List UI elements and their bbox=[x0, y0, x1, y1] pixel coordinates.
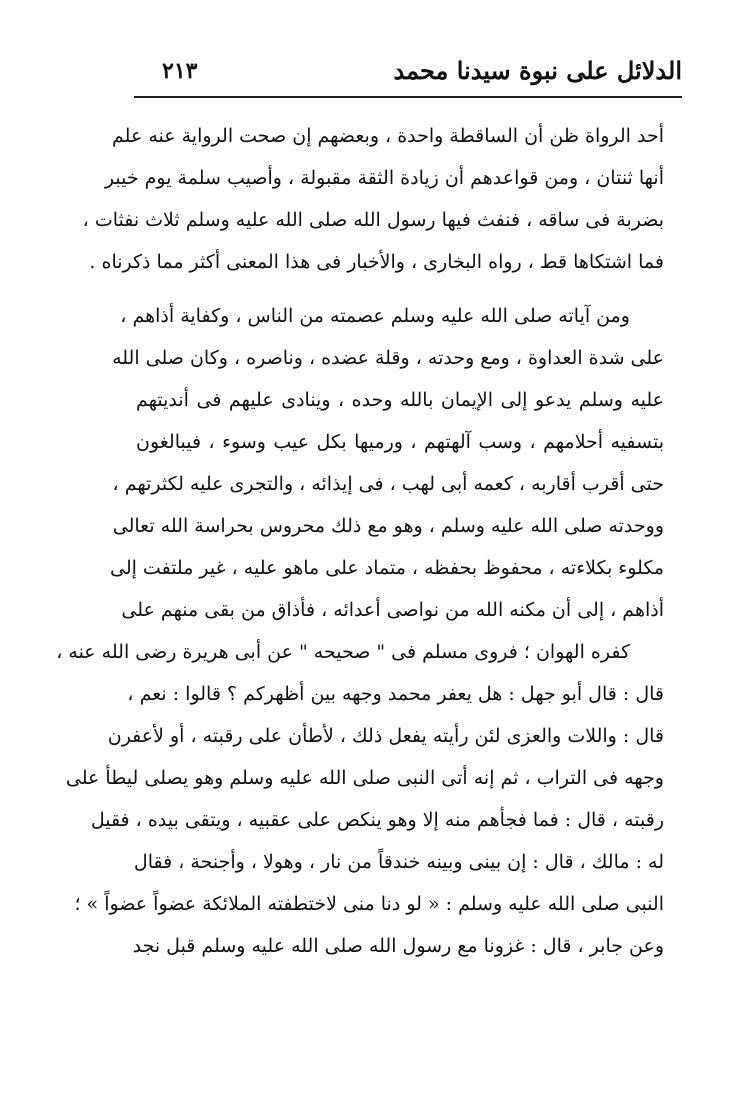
text-line: وعن جابر ، قال : غزونا مع رسول الله صلى الله عليه وسلم قبل نجد bbox=[132, 935, 664, 957]
text-line: ووحدته صلى الله عليه وسلم ، وهو مع ذلك محروس بحراسة الله تعالى bbox=[112, 515, 664, 537]
body-text bbox=[56, 115, 664, 967]
text-line: قال : قال أبو جهل : هل يعفر محمد وجهه بين أظهركم ؟ قالوا : نعم ، bbox=[127, 683, 664, 705]
text-line: على شدة العداوة ، ومع وحدته ، وقلة عضده ، وناصره ، وكان صلى الله bbox=[112, 347, 664, 369]
text-line: بضربة فى ساقه ، فنفث فيها رسول الله صلى الله عليه وسلم ثلاث نفثات ، bbox=[82, 209, 664, 231]
text-line: وجهه فى التراب ، ثم إنه أتى النبى صلى الله عليه وسلم وهو يصلى ليطأ على bbox=[65, 767, 664, 789]
text-line: له : مالك ، قال : إن بينى وبينه خندقاً من نار ، وهولا ، وأجنحة ، فقال bbox=[133, 851, 664, 873]
running-title: الدلائل على نبوة سيدنا محمد bbox=[393, 56, 682, 85]
text-line: أحد الرواة ظن أن الساقطة واحدة ، وبعضهم إن صحت الرواية عنه علم bbox=[112, 125, 664, 147]
text-line: قال : واللات والعزى لئن رأيته يفعل ذلك ، لأطأن على رقبته ، أو لأعفرن bbox=[107, 725, 664, 747]
text-line: مكلوء بكلاءته ، محفوظ بحفظه ، متماد على ماهو عليه ، غير ملتفت إلى bbox=[109, 557, 664, 579]
text-line: عليه وسلم يدعو إلى الإيمان بالله وحده ، وينادى عليهم فى أنديتهم bbox=[136, 389, 664, 411]
text-line: بتسفيه أحلامهم ، وسب آلهتهم ، ورميها بكل عيب وسوء ، فيبالغون bbox=[136, 431, 664, 453]
page-number: ٢١٣ bbox=[162, 58, 198, 84]
paragraph-2 bbox=[56, 295, 664, 967]
paragraph-1 bbox=[82, 115, 664, 283]
page-header bbox=[134, 56, 682, 92]
text-line: رقبته ، قال : فما فجأهم منه إلا وهو ينكص على عقبيه ، ويتقى بيده ، فقيل bbox=[90, 809, 664, 831]
text-line: النبى صلى الله عليه وسلم : « لو دنا منى لاختطفته الملائكة عضواً عضواً » ؛ bbox=[74, 893, 664, 915]
text-line: أذاهم ، إلى أن مكنه الله من نواصى أعدائه ، فأذاق من بقى منهم على bbox=[121, 599, 664, 621]
header-rule bbox=[134, 96, 682, 98]
text-line: أنها ثنتان ، ومن قواعدهم أن زيادة الثقة مقبولة ، وأصيب سلمة يوم خيبر bbox=[104, 167, 664, 189]
paragraph-gap bbox=[136, 283, 664, 295]
text-line: كفره الهوان ؛ فروى مسلم فى " صحيحه " عن أبى هريرة رضى الله عنه ، bbox=[56, 641, 630, 663]
text-line: ومن آياته صلى الله عليه وسلم عصمته من الناس ، وكفاية أذاهم ، bbox=[120, 305, 630, 327]
text-line: حتى أقرب أقاربه ، كعمه أبى لهب ، فى إيذائه ، والتجرى عليه لكثرتهم ، bbox=[112, 473, 664, 495]
text-line: فما اشتكاها قط ، رواه البخارى ، والأخبار فى هذا المعنى أكثر مما ذكرناه . bbox=[89, 251, 664, 273]
